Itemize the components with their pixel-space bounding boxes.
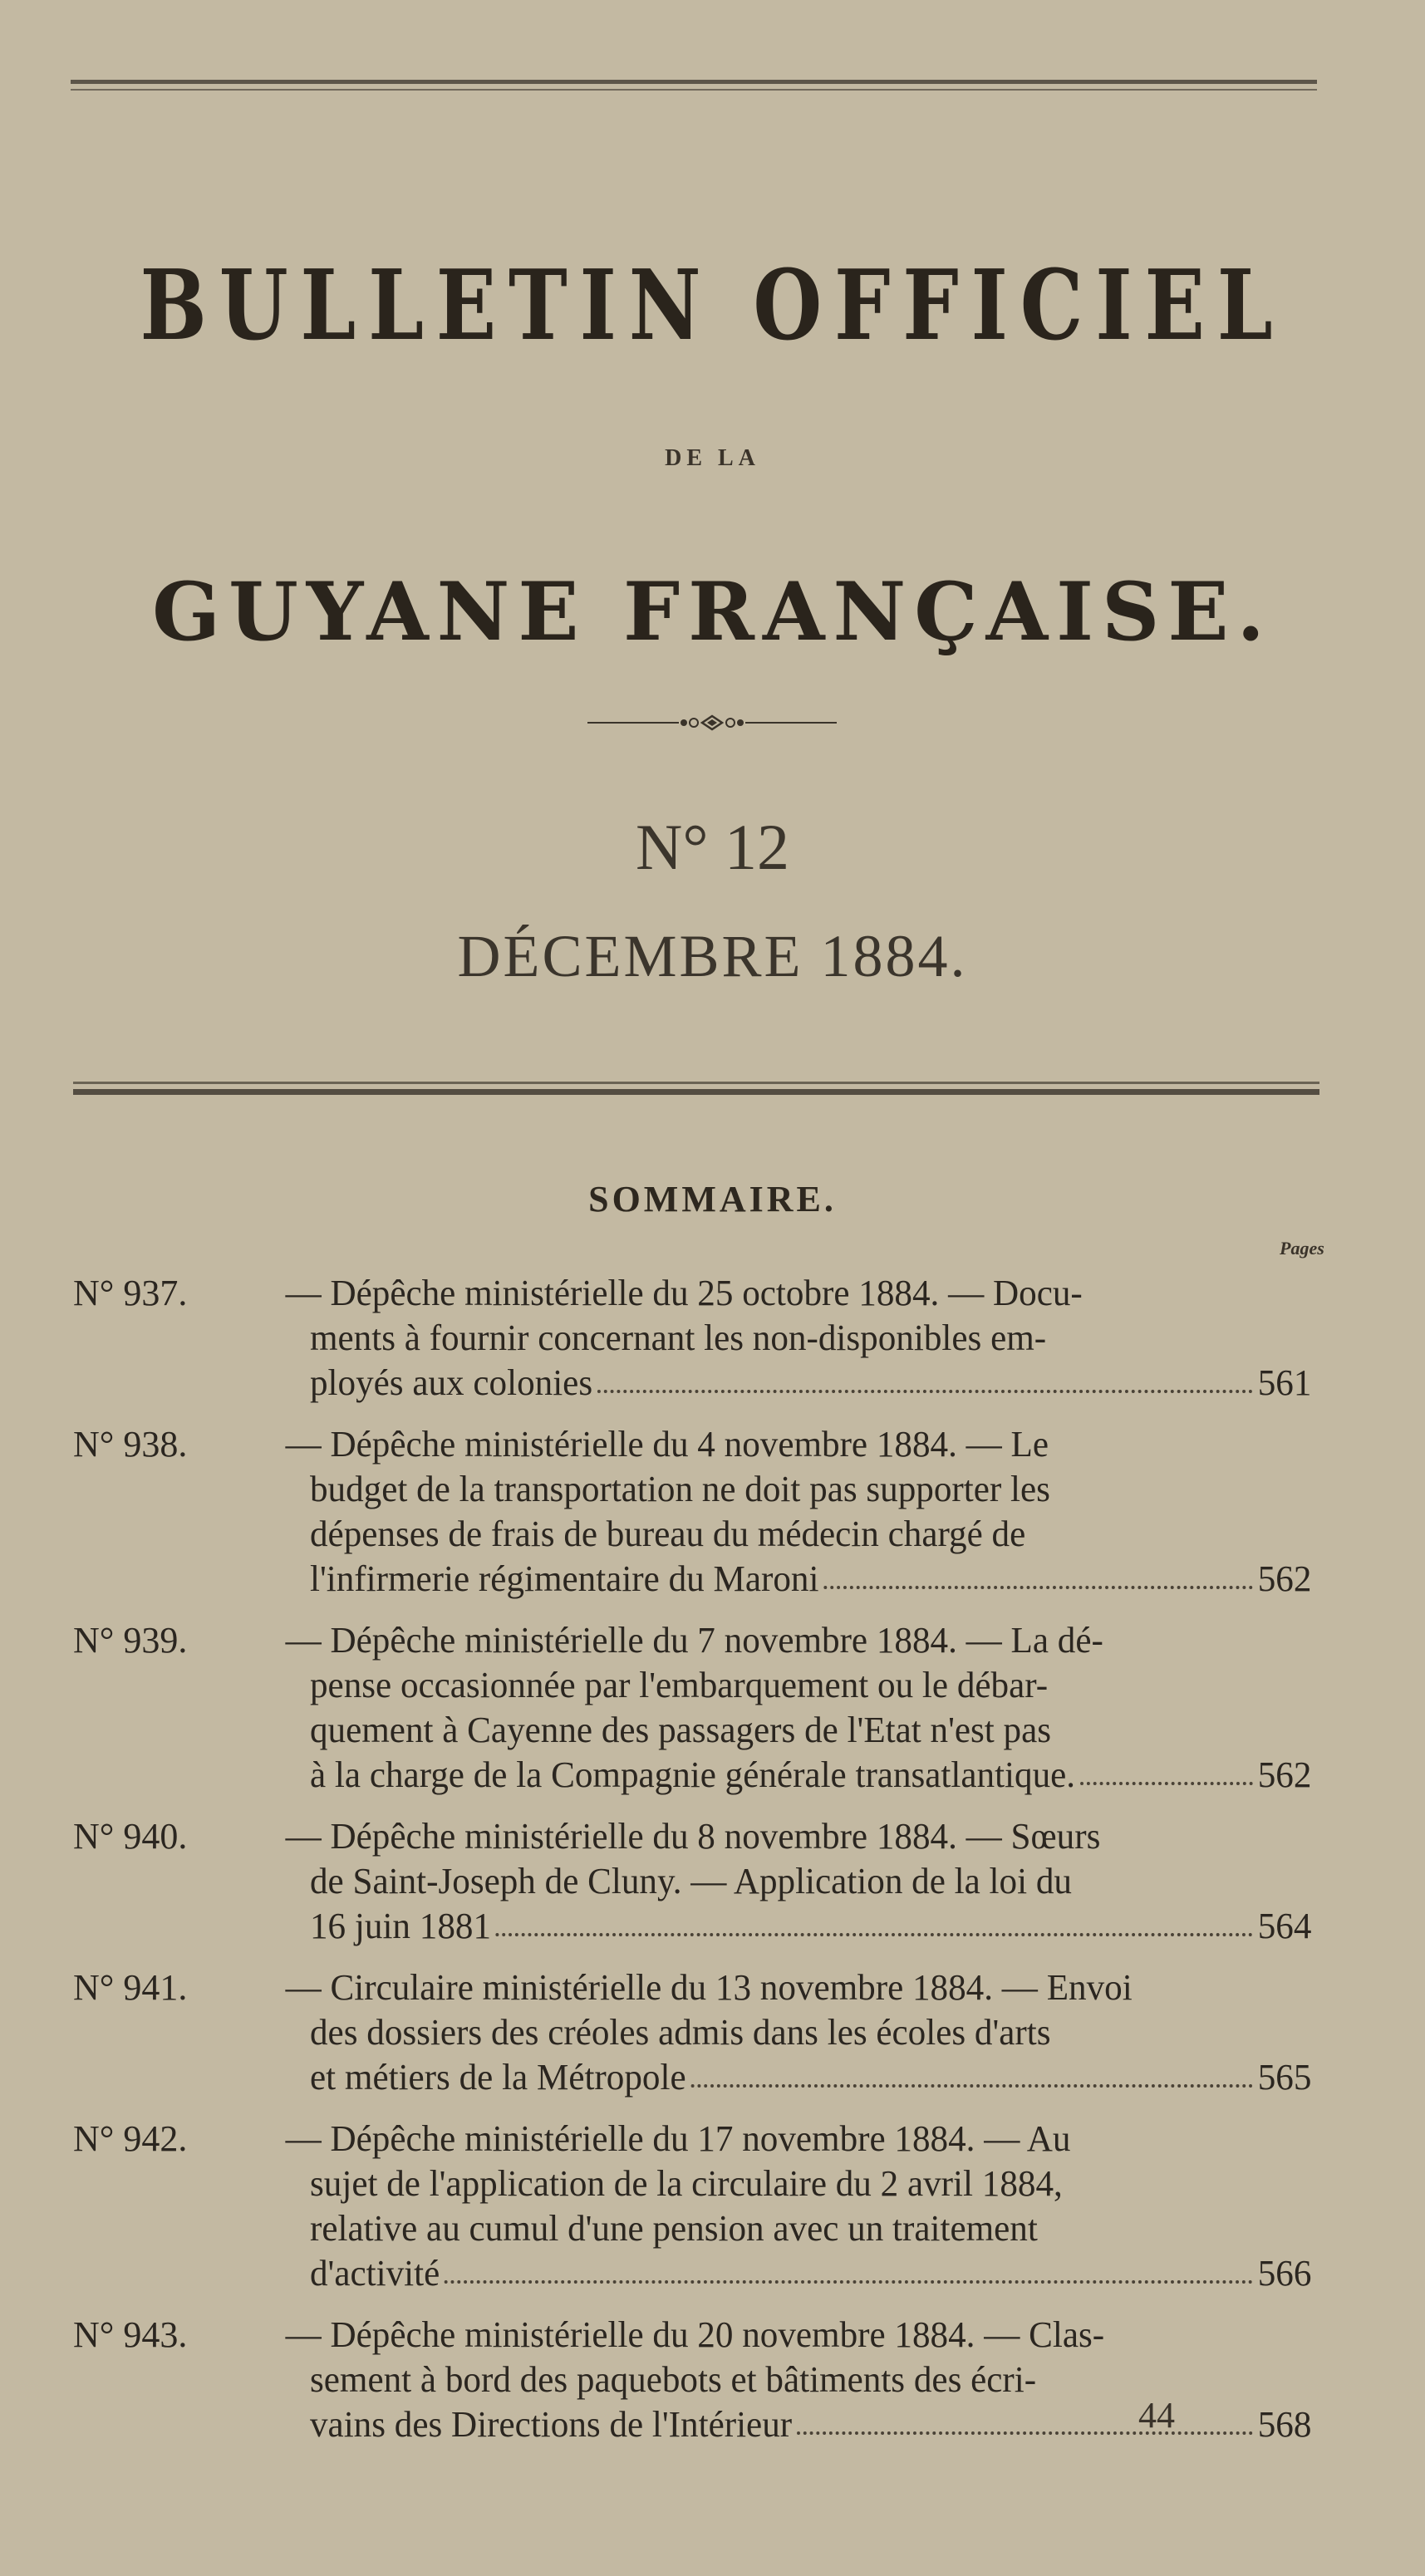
dot-leader (690, 2084, 1252, 2088)
dot-leader (445, 2280, 1253, 2284)
entry-text (285, 1422, 1312, 1602)
entry-last-line (310, 2055, 1311, 2100)
entry-last-line (310, 2251, 1311, 2296)
top-rule (71, 80, 1317, 91)
entry-last-line (310, 1753, 1311, 1798)
toc-entry (0, 2117, 1425, 2296)
entry-line: sement à bord des paquebots et bâtiments des écri- (310, 2359, 1037, 2400)
entry-line: d'activité (310, 2253, 440, 2294)
toc-entry (0, 1422, 1425, 1602)
entry-line: des dossiers des créoles admis dans les écoles d'arts (310, 2012, 1051, 2053)
entry-page-number: 562 (1257, 1558, 1312, 1599)
entry-page-number: 562 (1257, 1754, 1312, 1795)
entry-line: budget de la transportation ne doit pas supporter les (310, 1469, 1050, 1509)
summary-heading: SOMMAIRE. (588, 1179, 837, 1219)
entry-line: ments à fournir concernant les non-disponibles em- (310, 1317, 1047, 1358)
entry-text (285, 1965, 1312, 2100)
dot-leader (1080, 1782, 1253, 1785)
entry-page-number: 564 (1257, 1906, 1312, 1946)
entry-number: N° 942. (73, 2118, 188, 2159)
entry-text (285, 1814, 1312, 1949)
dot-leader (496, 1933, 1253, 1936)
entry-last-line (310, 1557, 1311, 1602)
table-of-contents (0, 1271, 1425, 2464)
entry-number: N° 938. (73, 1424, 188, 1465)
entry-page-number: 565 (1257, 2057, 1312, 2098)
entry-number: N° 941. (73, 1967, 188, 2008)
entry-line: l'infirmerie régimentaire du Maroni (310, 1558, 819, 1599)
entry-line: — Dépêche ministérielle du 17 novembre 1884. — Au (285, 2118, 1071, 2159)
dot-leader (797, 2431, 1253, 2435)
entry-line: et métiers de la Métropole (310, 2057, 686, 2098)
entry-number: N° 939. (73, 1620, 188, 1661)
dot-leader (597, 1390, 1253, 1393)
page-folio: 44 (1138, 2395, 1175, 2436)
entry-line: pense occasionnée par l'embarquement ou le débar- (310, 1665, 1049, 1705)
entry-number: N° 943. (73, 2314, 188, 2355)
entry-line: ployés aux colonies (310, 1362, 593, 1403)
middle-rule (73, 1082, 1319, 1095)
entry-line: quement à Cayenne des passagers de l'Etat n'est pas (310, 1710, 1052, 1750)
entry-line: — Dépêche ministérielle du 25 octobre 1884. — Docu- (285, 1273, 1083, 1313)
toc-entry (0, 1618, 1425, 1798)
entry-page-number: 566 (1257, 2253, 1312, 2294)
entry-line: 16 juin 1881 (310, 1906, 492, 1946)
pages-column-label: Pages (1280, 1238, 1324, 1259)
entry-line: de Saint-Joseph de Cluny. — Application de la loi du (310, 1861, 1072, 1901)
entry-text (285, 1618, 1312, 1798)
entry-line: relative au cumul d'une pension avec un traitement (310, 2208, 1038, 2249)
entry-text (285, 1271, 1312, 1406)
toc-entry (0, 1271, 1425, 1406)
entry-number: N° 940. (73, 1816, 188, 1857)
entry-line: à la charge de la Compagnie générale transatlantique. (310, 1754, 1076, 1795)
issue-date: DÉCEMBRE 1884. (457, 923, 968, 989)
dot-leader (823, 1586, 1253, 1589)
toc-entry (0, 1814, 1425, 1949)
entry-line: — Dépêche ministérielle du 7 novembre 1884. — La dé- (285, 1620, 1103, 1661)
entry-last-line (310, 1361, 1311, 1406)
entry-line: vains des Directions de l'Intérieur (310, 2404, 793, 2445)
territory-title: GUYANE FRANÇAISE. (152, 565, 1273, 659)
entry-last-line (310, 1904, 1311, 1949)
bulletin-title: BULLETIN OFFICIEL (140, 249, 1285, 362)
entry-text (285, 2117, 1312, 2296)
entry-line: — Circulaire ministérielle du 13 novembre 1884. — Envoi (285, 1967, 1133, 2008)
toc-entry (0, 1965, 1425, 2100)
toc-entry (0, 2313, 1425, 2447)
entry-line: — Dépêche ministérielle du 20 novembre 1884. — Clas- (285, 2314, 1105, 2355)
issue-number: N° 12 (635, 811, 790, 883)
entry-line: — Dépêche ministérielle du 8 novembre 1884. — Sœurs (285, 1816, 1101, 1857)
title-connector: DE LA (665, 445, 760, 471)
entry-page-number: 568 (1257, 2404, 1312, 2445)
entry-number: N° 937. (73, 1273, 188, 1313)
ornament-divider (587, 713, 837, 733)
entry-line: — Dépêche ministérielle du 4 novembre 1884. — Le (285, 1424, 1049, 1465)
entry-line: sujet de l'application de la circulaire du 2 avril 1884, (310, 2163, 1063, 2204)
entry-page-number: 561 (1257, 1362, 1312, 1403)
entry-line: dépenses de frais de bureau du médecin chargé de (310, 1514, 1026, 1554)
